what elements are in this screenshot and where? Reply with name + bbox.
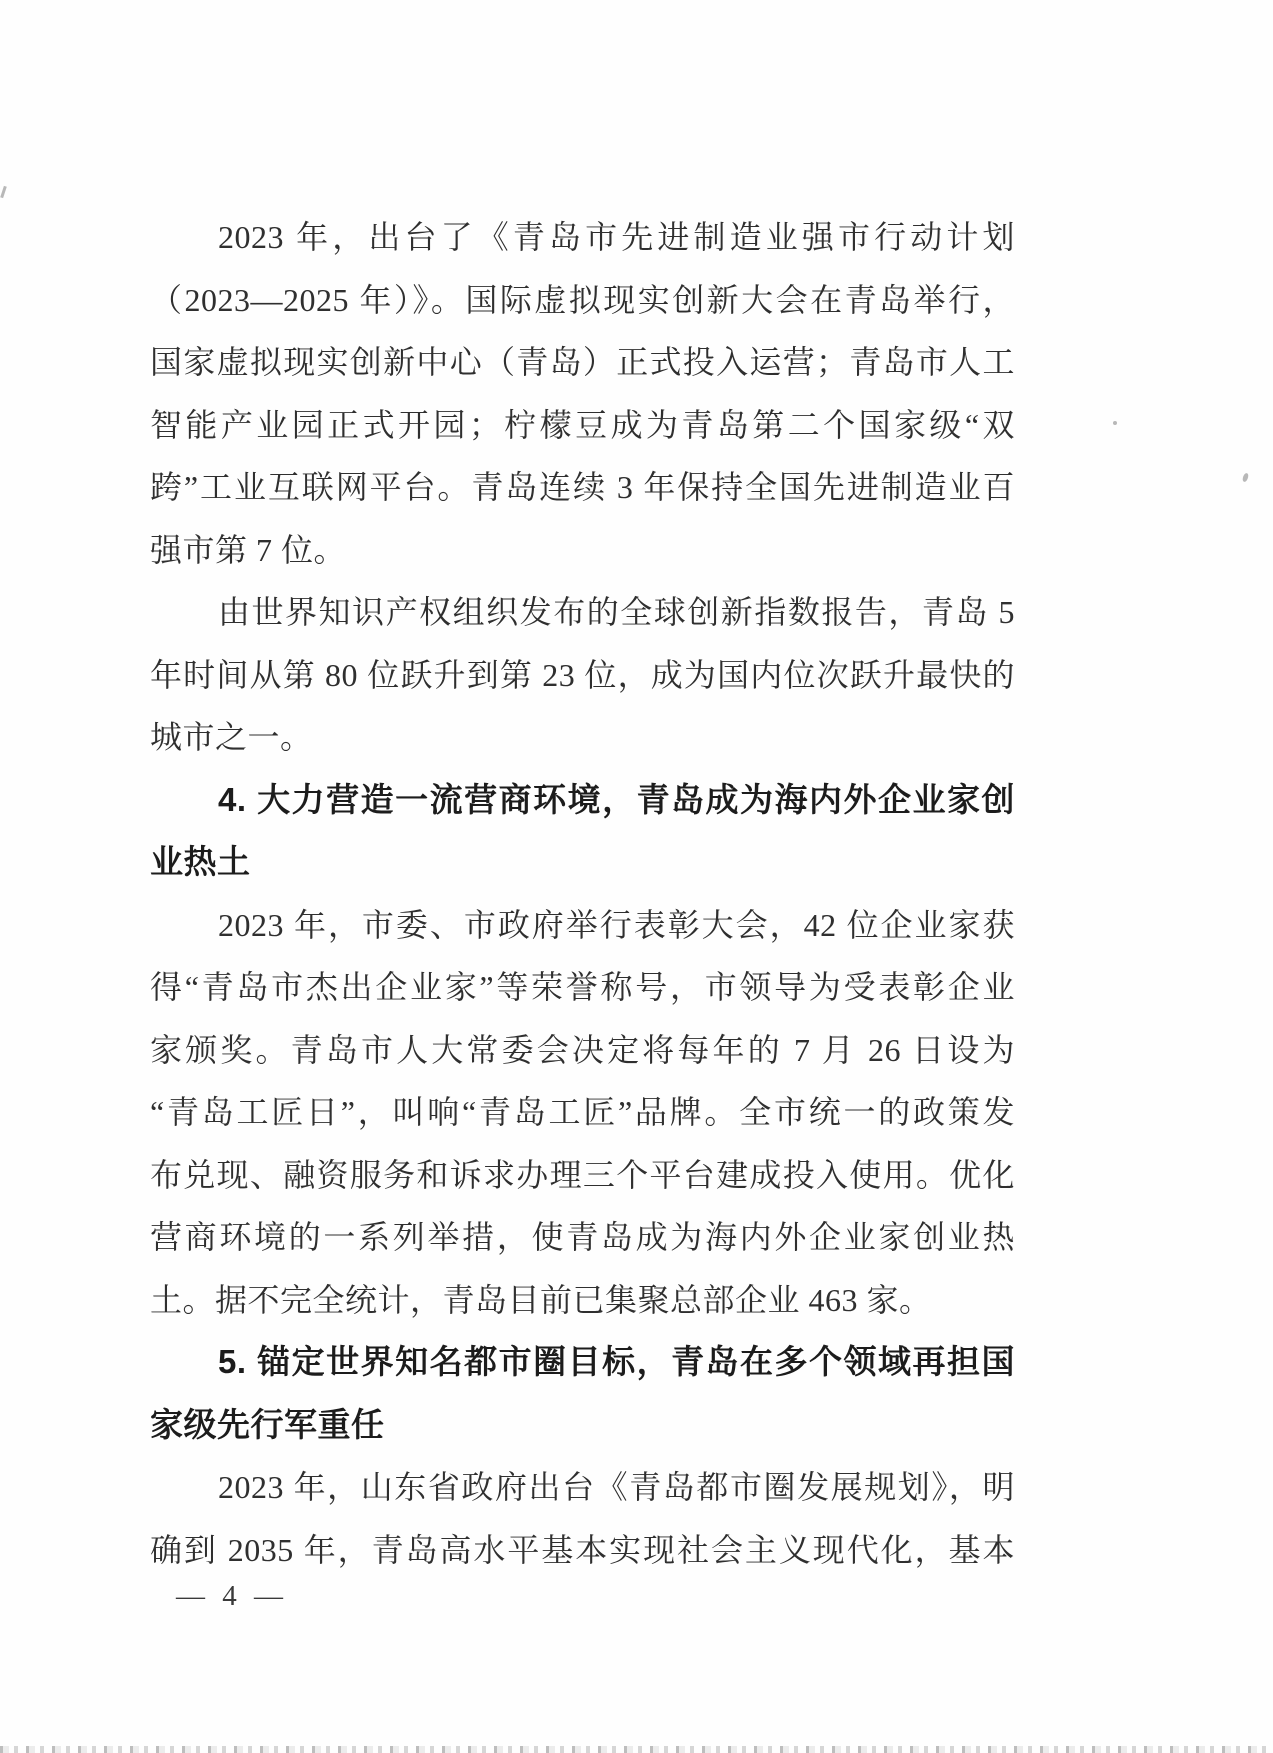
text-line: 2023 年，市委、市政府举行表彰大会，42 位企业家获 — [218, 906, 1015, 943]
scan-speck — [1113, 421, 1117, 425]
text-line: “青岛工匠日”，叫响“青岛工匠”品牌。全市统一的政策发 — [150, 1094, 1015, 1130]
scan-speck — [1242, 473, 1249, 483]
text-line: 城市之一。 — [150, 719, 313, 755]
text-line: 强市第 7 位。 — [150, 531, 347, 568]
section-heading-line: 4. 大力营造一流营商环境，青岛成为海内外企业家创 — [218, 780, 1015, 818]
text-line: （2023—2025 年）》。国际虚拟现实创新大会在青岛举行， — [150, 281, 1015, 318]
text-line: 营商环境的一系列举措，使青岛成为海内外企业家创业热 — [150, 1219, 1015, 1255]
text-line: 2023 年，山东省政府出台《青岛都市圈发展规划》，明 — [218, 1469, 1015, 1505]
text-block — [150, 206, 1015, 1581]
text-line: 智能产业园正式开园；柠檬豆成为青岛第二个国家级“双 — [150, 406, 1015, 443]
scan-speck — [0, 186, 7, 198]
page-number: — 4 — — [176, 1580, 283, 1612]
text-line: 国家虚拟现实创新中心（青岛）正式投入运营；青岛市人工 — [150, 344, 1015, 380]
text-line: 跨”工业互联网平台。青岛连续 3 年保持全国先进制造业百 — [150, 469, 1015, 505]
section-heading-line: 家级先行军重任 — [150, 1405, 385, 1443]
text-line: 年时间从第 80 位跃升到第 23 位，成为国内位次跃升最快的 — [150, 656, 1015, 693]
scan-noise-strip — [0, 1746, 1273, 1753]
text-line: 由世界知识产权组织发布的全球创新指数报告，青岛 5 — [218, 594, 1015, 630]
section-heading-line: 5. 锚定世界知名都市圈目标，青岛在多个领域再担国 — [218, 1343, 1015, 1380]
text-line: 家颁奖。青岛市人大常委会决定将每年的 7 月 26 日设为 — [150, 1031, 1015, 1068]
text-line: 2023 年，出台了《青岛市先进制造业强市行动计划 — [218, 219, 1015, 255]
section-heading-line: 业热土 — [150, 843, 251, 880]
text-line: 得“青岛市杰出企业家”等荣誉称号，市领导为受表彰企业 — [150, 969, 1015, 1005]
text-line: 确到 2035 年，青岛高水平基本实现社会主义现代化，基本 — [150, 1531, 1015, 1568]
text-line: 土。据不完全统计，青岛目前已集聚总部企业 463 家。 — [150, 1281, 932, 1318]
text-line: 布兑现、融资服务和诉求办理三个平台建成投入使用。优化 — [150, 1156, 1015, 1193]
